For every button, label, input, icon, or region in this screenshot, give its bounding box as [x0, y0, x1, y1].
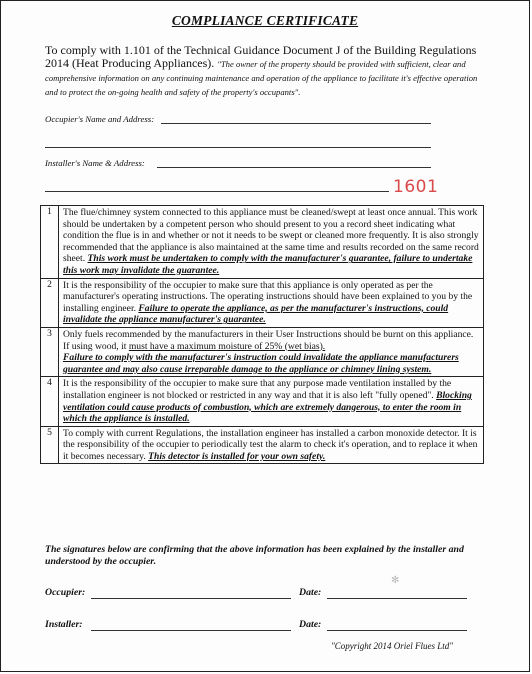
occupier-address-line-1[interactable] [161, 123, 431, 124]
table-row [41, 377, 483, 426]
occupier-date-line[interactable] [327, 598, 467, 599]
intro-paragraph [45, 44, 485, 99]
confirmation-statement: The signatures below are confirming that the above information has been explained by the installer and understood by the occupier. [45, 544, 464, 567]
row-bold-text: Blocking ventilation could cause products of combustion, which are extremely dangerous, to enter the room in which the appliance is installed. [63, 389, 472, 425]
installer-date-line[interactable] [327, 630, 467, 631]
table-row [41, 328, 483, 377]
installer-signature-line[interactable] [91, 630, 291, 631]
intro-quote-text: "The owner of the property should be provided with sufficient, clear and comprehensive information on any continuing maintenance and operation of the appliance to facilitate it's effective operation and to protect the on-going health and safety of the property's occupants". [45, 59, 478, 97]
occupier-date-label: Date: [299, 587, 322, 598]
faint-mark-icon: ✻ [391, 575, 400, 586]
row-text [59, 328, 483, 376]
row-plain-text: To comply with current Regulations, the installation engineer has installed a carbon monoxide detector. It is the responsibility of the occupier to periodically test the alarm to check it's operation, and to replace it when it becomes necessary. [63, 427, 478, 462]
instructions-table [40, 205, 484, 464]
occupier-address-line-2[interactable] [45, 147, 431, 148]
installer-signature-label: Installer: [45, 619, 83, 630]
occupier-signature-line[interactable] [91, 598, 291, 599]
row-text [59, 279, 483, 327]
table-row [41, 206, 483, 279]
copyright-text: "Copyright 2014 Oriel Flues Ltd" [331, 641, 454, 651]
row-bold-text: Failure to comply with the manufacturer's instruction could invalidate the appliance manufacturers guarantee and may also cause irreparable damage to the appliance or chimney lining system. [63, 352, 459, 375]
installer-date-label: Date: [299, 619, 322, 630]
installer-address-label: Installer's Name & Address: [45, 158, 145, 168]
installer-address-line-1[interactable] [157, 167, 431, 168]
row-text [59, 206, 483, 278]
row-number: 5 [41, 427, 59, 464]
intro-main-text: To comply with 1.101 of the Technical Guidance Document J of the Building Regulations 2014 (Heat Producing Appliances). [45, 43, 477, 70]
row-number: 1 [41, 206, 59, 278]
row-bold-text: This detector is installed for your own safety. [148, 450, 326, 462]
occupier-address-label: Occupier's Name and Address: [45, 114, 155, 124]
table-row [41, 427, 483, 464]
table-row [41, 279, 483, 328]
row-bold-text: This work must be undertaken to comply with the manufacturer's guarantee, failure to undertake this work may invalidate the guarantee. [63, 253, 473, 276]
row-plain-text: The flue/chimney system connected to this appliance must be cleaned/swept at least once annual. This work should be undertaken by a competent person who should present to you a record sheet indicating what condition the flue is in and whether or not it needs to be swept or cleaned more frequently. It is also strongly recommended that the appliance is also maintained at the same time and results recorded on the same record sheet. [63, 207, 479, 265]
page-title: COMPLIANCE CERTIFICATE [171, 13, 359, 28]
row-number: 4 [41, 377, 59, 425]
row-plain-text: It is the responsibility of the occupier to make sure that any purpose made ventilation installed by the installation engineer is not blocked or restricted in any way and that it is also left "fully opened". [63, 378, 452, 401]
occupier-signature-label: Occupier: [45, 587, 86, 598]
installer-address-line-2[interactable] [45, 191, 389, 192]
row-bold-text: Failure to operate the appliance, as per the manufacturer's instructions, could invalidate the appliance manufacturer's guarantee. [63, 302, 449, 326]
row-plain-text: Only fuels recommended by the manufacturers in their User Instructions should be burnt on this appliance. If using wood, it [63, 328, 474, 352]
row-text [59, 427, 483, 464]
row-underlined-text: must have a maximum moisture of 25% (wet bias). [128, 340, 326, 352]
row-number: 3 [41, 328, 59, 376]
certificate-number: 1601 [393, 177, 439, 197]
row-plain-text: It is the responsibility of the occupier to make sure that this appliance is only operated as per the manufacturer's operating instructions. The operating instructions should have been explained to you by the installing engineer. [63, 279, 473, 314]
row-number: 2 [41, 279, 59, 327]
row-text [59, 377, 483, 425]
